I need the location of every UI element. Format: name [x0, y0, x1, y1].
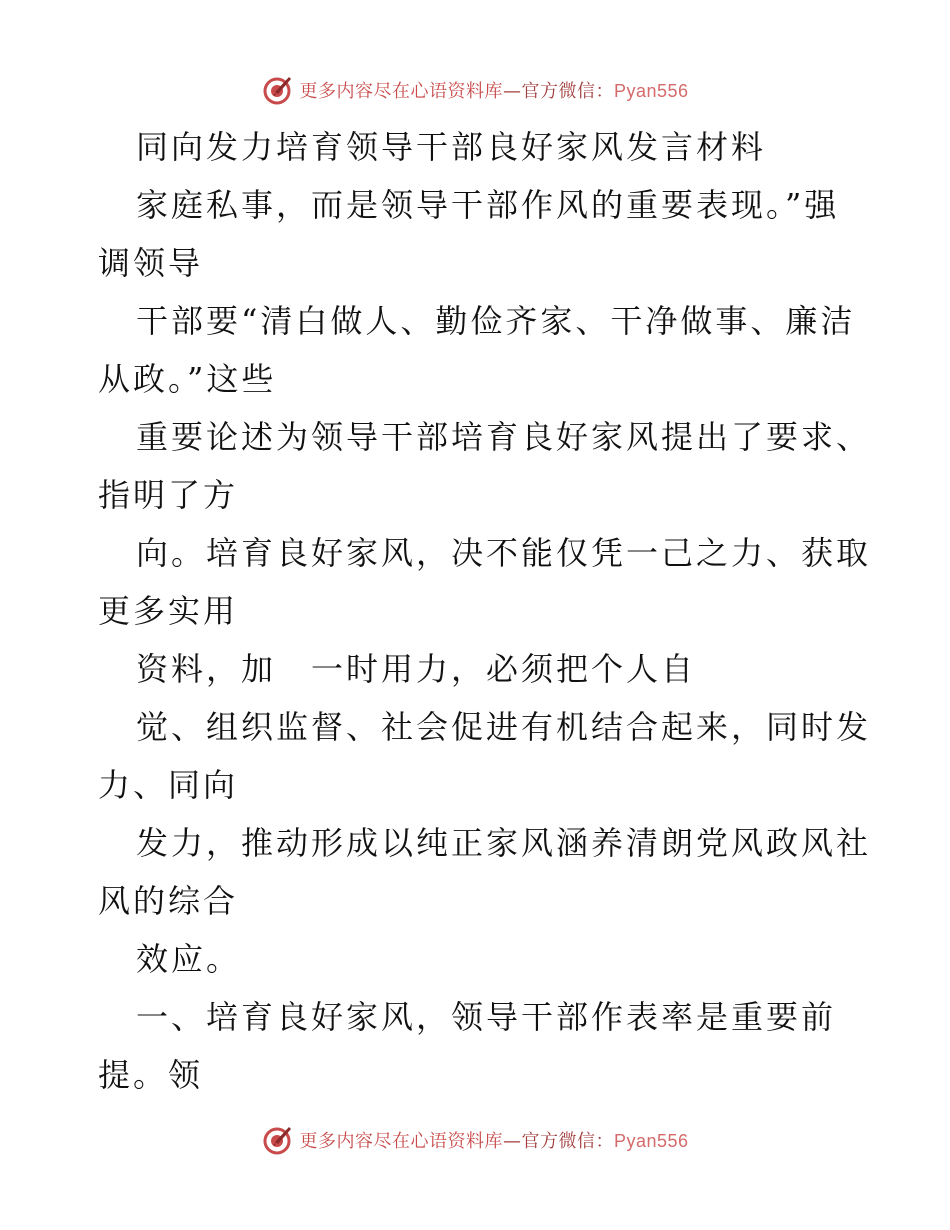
quill-logo-icon: [261, 74, 293, 106]
text-line: 更多实用: [98, 592, 239, 630]
text-line: 向。培育良好家风，决不能仅凭一己之力、获取: [136, 534, 872, 572]
text-line: 发力，推动形成以纯正家风涵养清朗党风政风社: [136, 824, 872, 862]
footer-banner-wechat: 官方微信：: [521, 1131, 614, 1152]
text-line: 提。领: [98, 1056, 204, 1094]
text-line: 力、同向: [98, 766, 239, 804]
header-banner-main: 更多内容尽在心语资料库: [299, 81, 503, 102]
text-line: 家庭私事，而是领导干部作风的重要表现。”强: [136, 186, 840, 224]
text-line: 风的综合: [98, 882, 239, 920]
document-body: [98, 118, 872, 1104]
footer-banner-text: [299, 1127, 688, 1153]
header-banner-text: [299, 77, 688, 103]
footer-banner-main: 更多内容尽在心语资料库: [299, 1131, 503, 1152]
footer-banner: [0, 1120, 950, 1160]
quill-logo-icon: [261, 1124, 293, 1156]
footer-banner-separator: —: [502, 1131, 522, 1152]
section-heading: 一、培育良好家风，领导干部作表率是重要前: [136, 998, 837, 1036]
header-banner: [0, 70, 950, 110]
text-line: 觉、组织监督、社会促进有机结合起来，同时发: [136, 708, 872, 746]
text-line: 资料，加 一时用力，必须把个人自: [136, 650, 697, 688]
text-line: 从政。”这些: [98, 360, 277, 398]
header-banner-wechat: 官方微信：: [521, 81, 614, 102]
text-line: 重要论述为领导干部培育良好家风提出了要求、: [136, 418, 872, 456]
header-banner-id: Pyan556: [613, 81, 689, 101]
text-line: 效应。: [136, 940, 242, 978]
text-line: 干部要“清白做人、勤俭齐家、干净做事、廉洁: [136, 302, 856, 340]
footer-banner-id: Pyan556: [613, 1131, 689, 1151]
document-title: 同向发力培育领导干部良好家风发言材料: [136, 128, 767, 166]
header-banner-separator: —: [502, 81, 522, 102]
text-line: 指明了方: [98, 476, 239, 514]
text-line: 调领导: [98, 244, 204, 282]
